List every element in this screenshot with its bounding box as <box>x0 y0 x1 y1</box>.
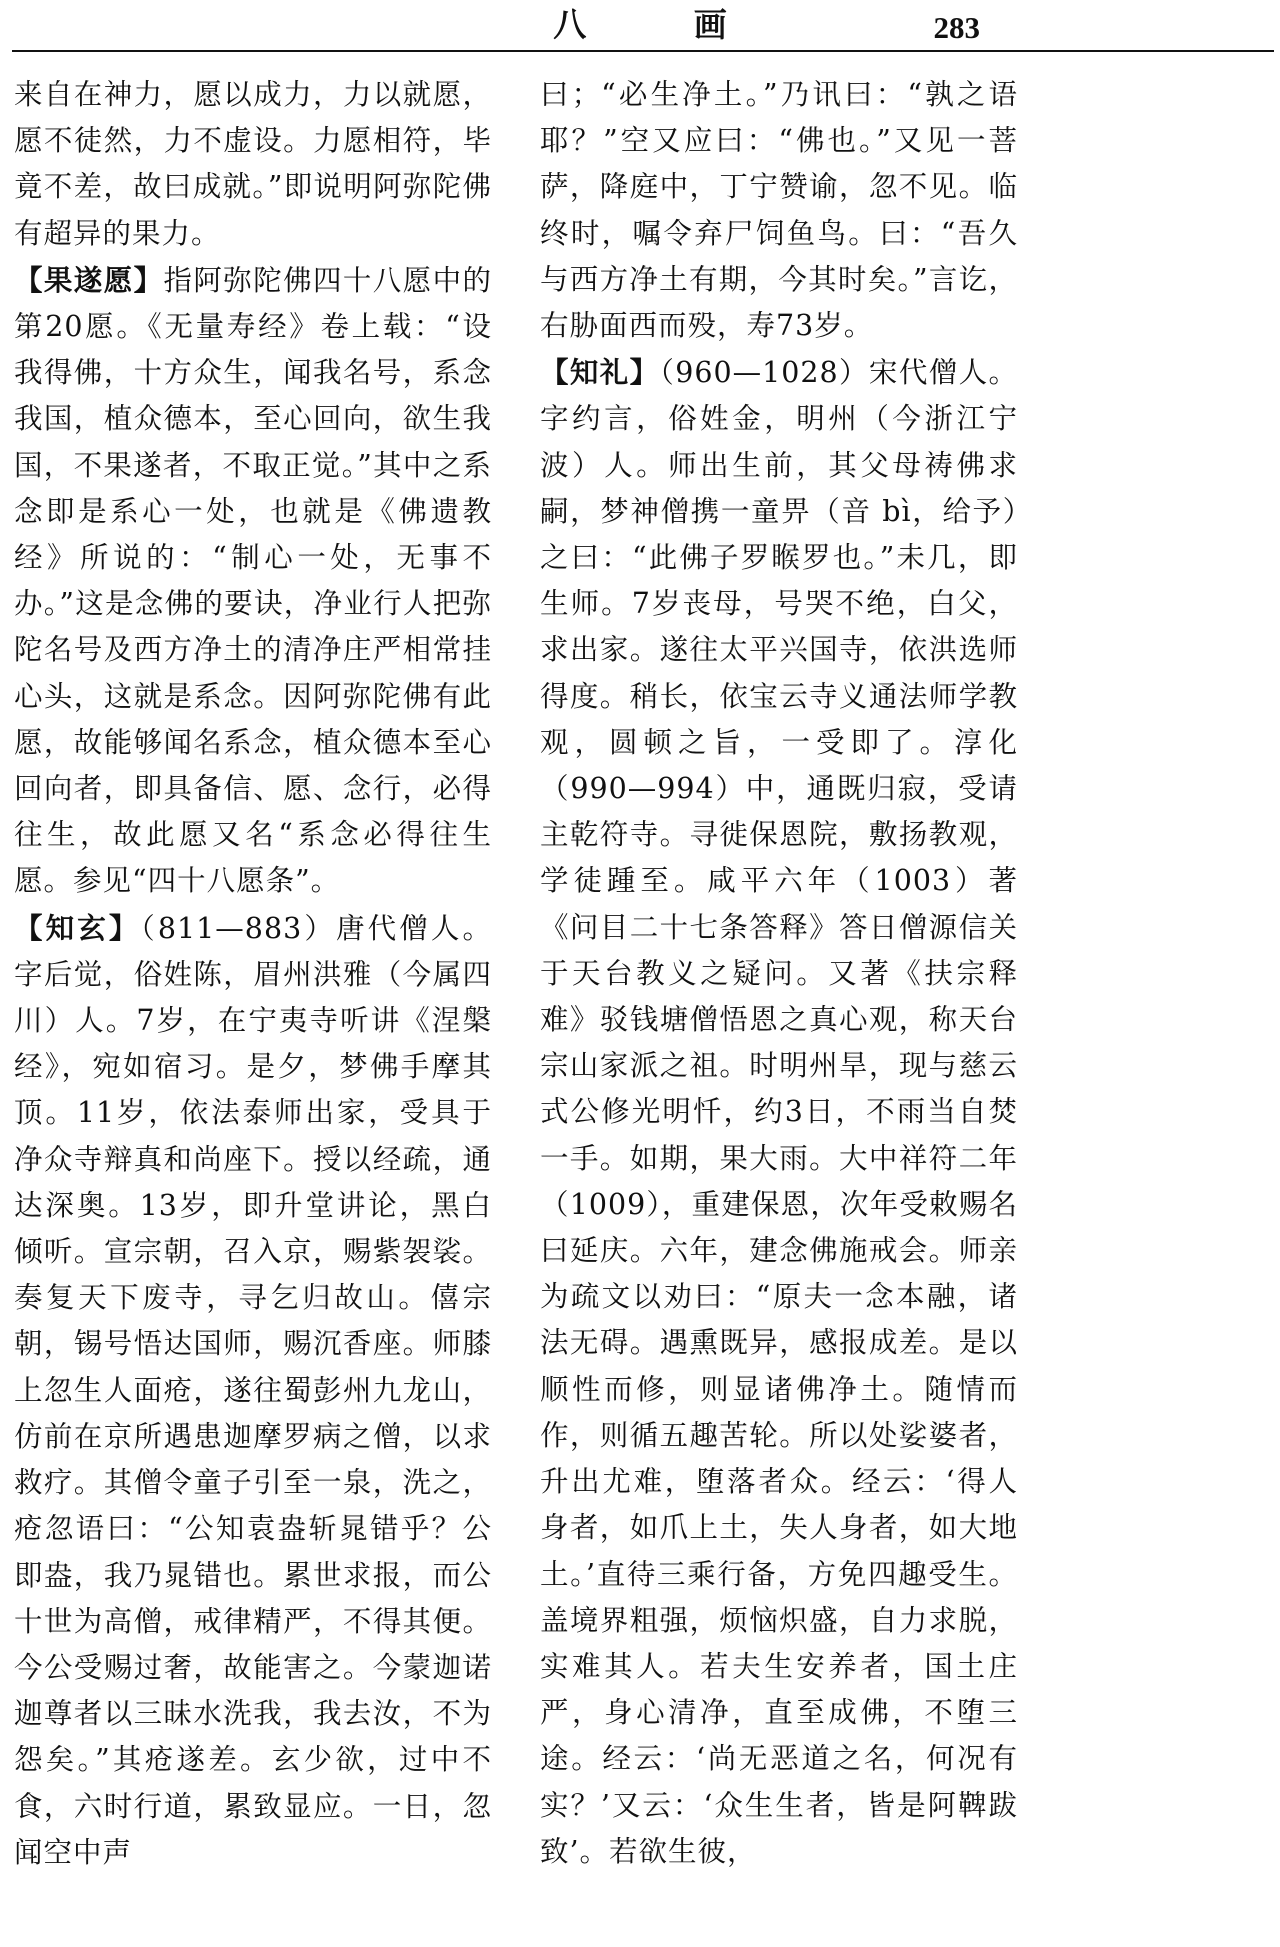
header-rule <box>12 50 1274 52</box>
entry-term: 【知礼】 <box>540 355 660 390</box>
paragraph-continued: 曰；“必生净土。”乃讯曰：“孰之语耶？”空又应曰：“佛也。”又见一菩萨，降庭中，丁宁赞谕，忽不见。临终时，嘱令弃尸饲鱼鸟。曰：“吾久与西方净土有期，今其时矣。”言讫，右胁面西而殁，寿73岁。 <box>540 78 1018 343</box>
entry-guosui-yuan <box>14 257 492 905</box>
entry-zhili <box>540 349 1018 1875</box>
left-column <box>14 72 492 1876</box>
entry-text: 指阿弥陀佛四十八愿中的第20愿。《无量寿经》卷上载：“设我得佛，十方众生，闻我名号，系念我国，植众德本，至心回向，欲生我国，不果遂者，不取正觉。”其中之系念即是系心一处，也就是《佛遗教经》所说的：“制心一处，无事不办。”这是念佛的要诀，净业行人把弥陀名号及西方净土的清净庄严相常挂心头，这就是系念。因阿弥陀佛有此愿，故能够闻名系念，植众德本至心回向者，即具备信、愿、念行，必得往生，故此愿又名“系念必得往生愿。参见“四十八愿条”。 <box>14 263 492 898</box>
entry-zhixuan <box>14 905 492 1876</box>
entry-term: 【果遂愿】 <box>14 262 164 297</box>
page-title: 八 画 <box>553 5 775 44</box>
entry-term: 【知玄】 <box>14 910 141 945</box>
entry-text: （960—1028）宋代僧人。字约言，俗姓金，明州（今浙江宁波）人。师出生前，其父母祷佛求嗣，梦神僧携一童畀（音 bì，给予）之曰：“此佛子罗睺罗也。”未几，即生师。7岁丧母，号哭不绝，白父，求出家。遂往太平兴国寺，依洪选师得度。稍长，依宝云寺义通法师学教观，圆顿之旨，一受即了。淳化（990—994）中，通既归寂，受请主乾符寺。寻徙保恩院，敷扬教观，学徒踵至。咸平六年（1003）著《问目二十七条答释》答日僧源信关于天台教义之疑问。又著《扶宗释难》驳钱塘僧悟恩之真心观，称天台宗山家派之祖。时明州旱，现与慈云式公修光明忏，约3日，不雨当自焚一手。如期，果大雨。大中祥符二年（1009），重建保恩，次年受敕赐名曰延庆。六年，建念佛施戒会。师亲为疏文以劝曰：“原夫一念本融，诸法无碍。遇熏既异，感报成差。是以顺性而修，则显诸佛净土。随情而作，则循五趣苦轮。所以处娑婆者，升出尤难，堕落者众。经云：‘得人身者，如爪上土，失人身者，如大地土。’直待三乘行备，方免四趣受生。盖境界粗强，烦恼炽盛，自力求脱，实难其人。若夫生安养者，国土庄严，身心清净，直至成佛，不堕三途。经云：‘尚无恶道之名，何况有实？’又云：‘众生生者，皆是阿鞞跋致’。若欲生彼， <box>540 356 1018 1868</box>
entry-text: （811—883）唐代僧人。字后觉，俗姓陈，眉州洪雅（今属四川）人。7岁，在宁夷寺听讲《涅槃经》，宛如宿习。是夕，梦佛手摩其顶。11岁，依法泰师出家，受具于净众寺辩真和尚座下。授以经疏，通达深奥。13岁，即升堂讲论，黑白倾听。宣宗朝，召入京，赐紫袈裟。奏复天下废寺，寻乞归故山。僖宗朝，锡号悟达国师，赐沉香座。师膝上忽生人面疮，遂往蜀彭州九龙山，仿前在京所遇患迦摩罗病之僧，以求救疗。其僧令童子引至一泉，洗之，疮忽语曰：“公知袁盎斩晁错乎？公即盎，我乃晁错也。累世求报，而公十世为高僧，戒律精严，不得其便。今公受赐过奢，故能害之。今蒙迦诺迦尊者以三昧水洗我，我去汝，不为怨矣。”其疮遂差。玄少欲，过中不食，六时行道，累致显应。一日，忽闻空中声 <box>14 911 492 1869</box>
paragraph-continued: 来自在神力，愿以成力，力以就愿，愿不徒然，力不虚设。力愿相符，毕竟不差，故曰成就。”即说明阿弥陀佛有超异的果力。 <box>14 78 492 250</box>
right-column <box>540 72 1018 1875</box>
page-number: 283 <box>933 10 980 45</box>
